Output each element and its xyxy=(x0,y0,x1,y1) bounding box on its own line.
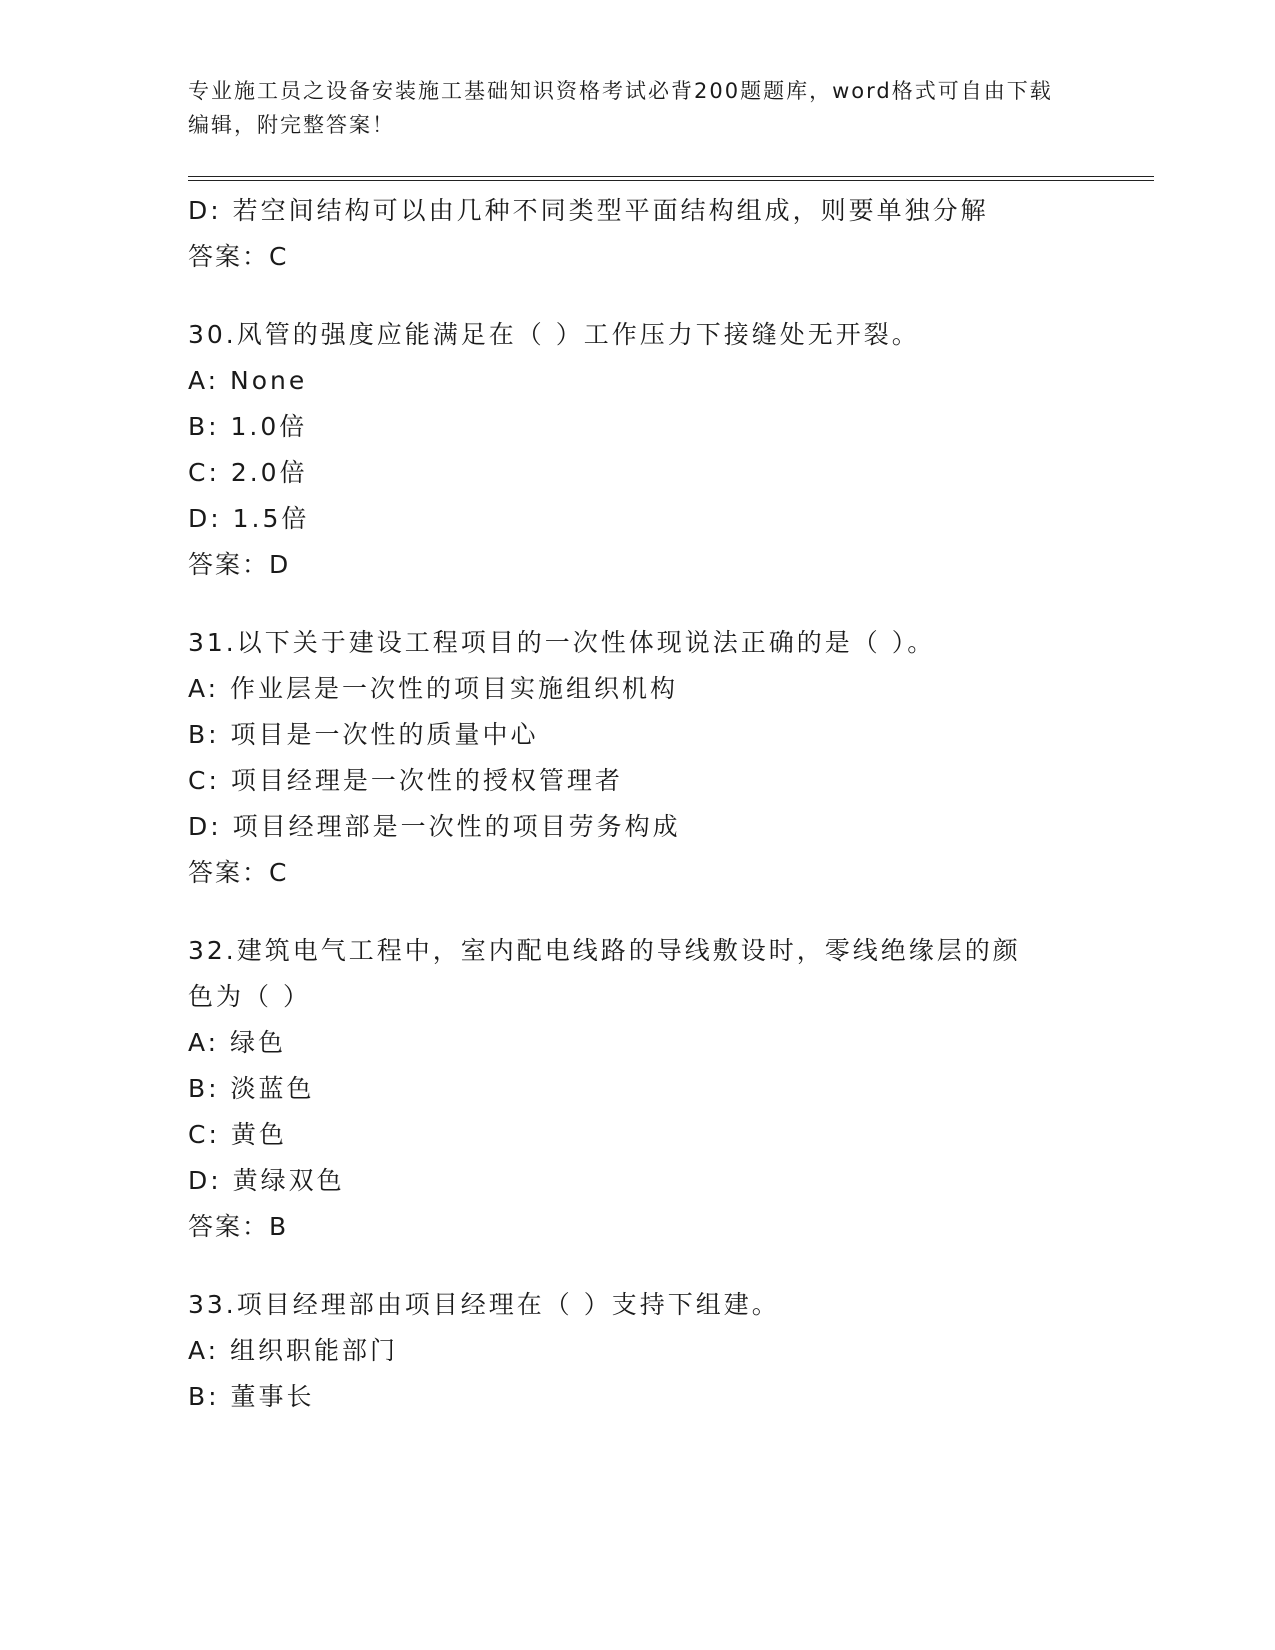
page-header: 专业施工员之设备安装施工基础知识资格考试必背200题题库，word格式可自由下载编辑，附完整答案！ xyxy=(188,79,1053,137)
option-a: A: 绿色 xyxy=(188,1028,287,1057)
option-a: A: 组织职能部门 xyxy=(188,1336,399,1365)
question-text: 31.以下关于建设工程项目的一次性体现说法正确的是（ ）。 xyxy=(188,628,936,657)
option-b: B: 1.0倍 xyxy=(188,412,308,441)
question-block xyxy=(188,312,1088,588)
option-c: C: 黄色 xyxy=(188,1120,287,1149)
question-block xyxy=(188,928,1088,1250)
answer-label: 答案：B xyxy=(188,1212,289,1241)
option-d: D: 项目经理部是一次性的项目劳务构成 xyxy=(188,812,681,841)
question-block xyxy=(188,188,1088,280)
option-b: B: 项目是一次性的质量中心 xyxy=(188,720,539,749)
question-text: 33.项目经理部由项目经理在（ ）支持下组建。 xyxy=(188,1290,780,1319)
question-text: 30.风管的强度应能满足在（ ）工作压力下接缝处无开裂。 xyxy=(188,320,920,349)
option-d: D: 若空间结构可以由几种不同类型平面结构组成，则要单独分解 xyxy=(188,196,989,225)
option-b: B: 淡蓝色 xyxy=(188,1074,315,1103)
option-a: A: None xyxy=(188,366,308,395)
option-b: B: 董事长 xyxy=(188,1382,315,1411)
answer-label: 答案：C xyxy=(188,242,289,271)
question-block xyxy=(188,620,1088,896)
option-d: D: 黄绿双色 xyxy=(188,1166,345,1195)
option-d: D: 1.5倍 xyxy=(188,504,310,533)
answer-label: 答案：C xyxy=(188,858,289,887)
question-content xyxy=(188,188,1088,1420)
question-block xyxy=(188,1282,1088,1420)
answer-label: 答案：D xyxy=(188,550,291,579)
option-c: C: 2.0倍 xyxy=(188,458,308,487)
question-text: 32.建筑电气工程中，室内配电线路的导线敷设时，零线绝缘层的颜色为（ ） xyxy=(188,936,1021,1011)
option-a: A: 作业层是一次性的项目实施组织机构 xyxy=(188,674,679,703)
option-c: C: 项目经理是一次性的授权管理者 xyxy=(188,766,623,795)
header-divider xyxy=(188,176,1154,181)
